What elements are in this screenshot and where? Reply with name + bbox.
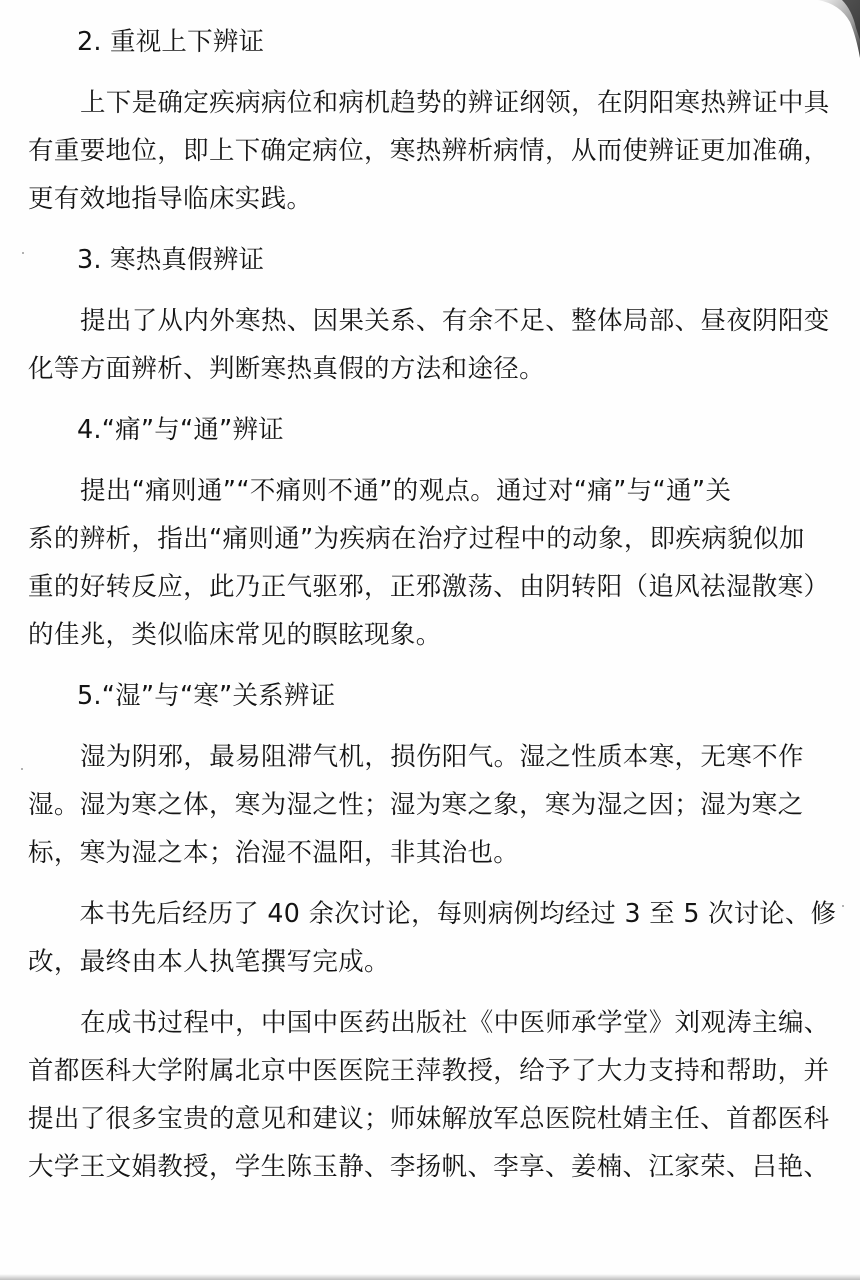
- text-line: 重的好转反应，此乃正气驱邪，正邪激荡、由阴转阳（追风祛湿散寒）: [28, 572, 830, 602]
- section-paragraph: [28, 467, 836, 659]
- text-line: 改，最终由本人执笔撰写完成。: [28, 947, 390, 977]
- text-line: 的佳兆，类似临床常见的瞑眩现象。: [28, 620, 442, 650]
- text-line: 化等方面辨析、判断寒热真假的方法和途径。: [28, 354, 546, 384]
- section-heading: 4.“痛”与“通”辨证: [77, 415, 284, 445]
- text-line: 大学王文娟教授，学生陈玉静、李扬帆、李享、姜楠、江家荣、吕艳、: [28, 1152, 830, 1182]
- text-line: 系的辨析，指出“痛则通”为疾病在治疗过程中的动象，即疾病貌似加: [28, 524, 805, 554]
- paragraph-discussion: [28, 890, 836, 986]
- document-body: [28, 18, 836, 1204]
- text-line: 提出“痛则通”“不痛则不通”的观点。通过对“痛”与“通”关: [80, 476, 732, 506]
- paragraph-acknowledgements: [28, 999, 836, 1191]
- section-shangxia: [28, 18, 836, 223]
- text-line: 首都医科大学附属北京中医医院王萍教授，给予了大力支持和帮助，并: [28, 1056, 830, 1086]
- text-line: 提出了很多宝贵的意见和建议；师妹解放军总医院杜婧主任、首都医科: [28, 1104, 830, 1134]
- text-line: 上下是确定疾病病位和病机趋势的辨证纲领，在阴阳寒热辨证中具: [80, 88, 830, 118]
- text-line: 有重要地位，即上下确定病位，寒热辨析病情，从而使辨证更加准确，: [28, 136, 830, 166]
- section-shi-han: [28, 672, 836, 877]
- text-line: 更有效地指导临床实践。: [28, 184, 313, 214]
- text-line: 本书先后经历了 40 余次讨论，每则病例均经过 3 至 5 次讨论、修: [79, 899, 837, 929]
- section-paragraph: [28, 297, 836, 393]
- text-line: 湿为阴邪，最易阻滞气机，损伤阳气。湿之性质本寒，无寒不作: [80, 742, 804, 772]
- page-bottom-edge: [0, 1274, 860, 1280]
- section-hanre: [28, 236, 836, 393]
- text-line: 湿。湿为寒之体，寒为湿之性；湿为寒之象，寒为湿之因；湿为寒之: [28, 790, 804, 820]
- text-line: 标，寒为湿之本；治湿不温阳，非其治也。: [28, 838, 520, 868]
- section-heading: 5.“湿”与“寒”关系辨证: [77, 681, 336, 711]
- text-line: 在成书过程中，中国中医药出版社《中医师承学堂》刘观涛主编、: [80, 1008, 830, 1038]
- text-line: 提出了从内外寒热、因果关系、有余不足、整体局部、昼夜阴阳变: [80, 306, 830, 336]
- section-heading: 2. 重视上下辨证: [77, 27, 265, 57]
- section-paragraph: [28, 79, 836, 223]
- section-tong: [28, 406, 836, 659]
- section-paragraph: [28, 733, 836, 877]
- section-heading: 3. 寒热真假辨证: [77, 245, 265, 275]
